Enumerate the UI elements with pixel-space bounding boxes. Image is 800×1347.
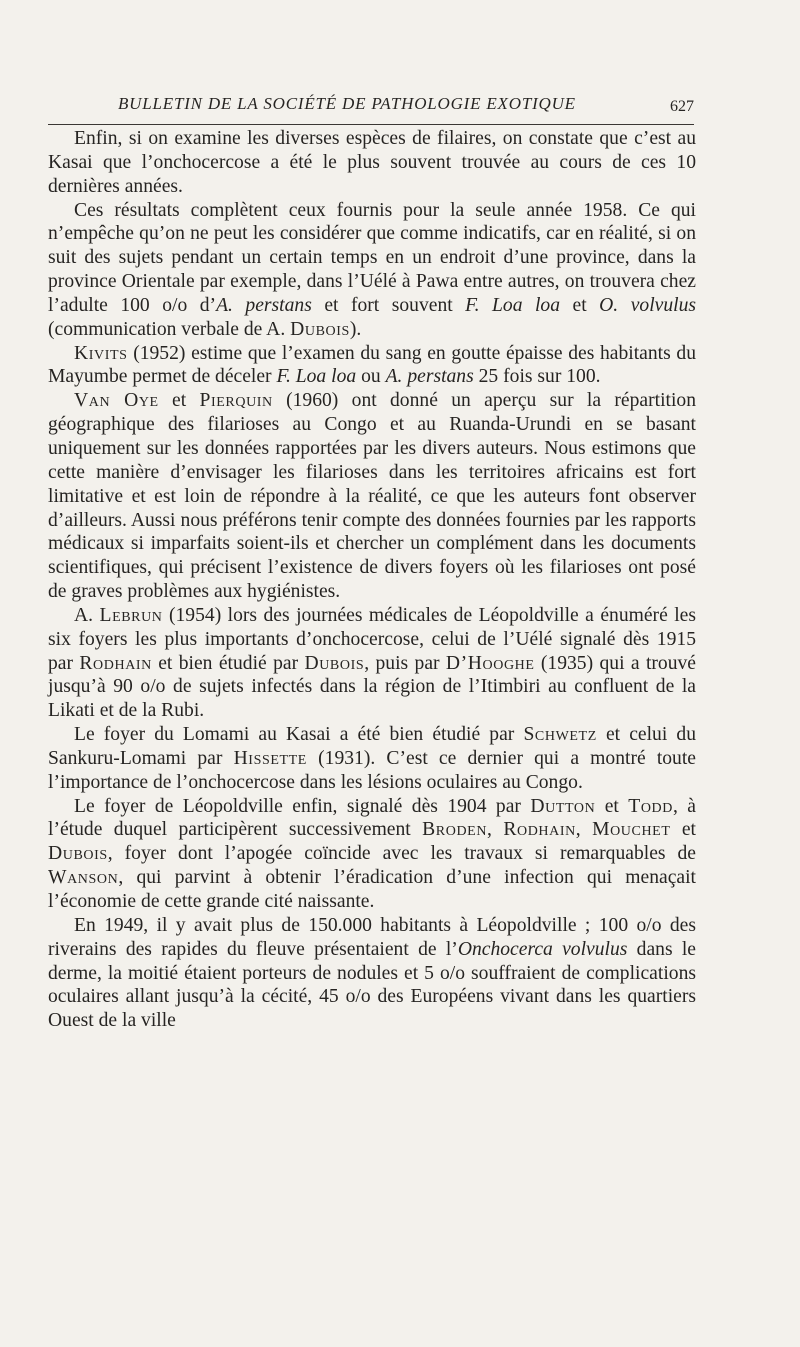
text-run: Le foyer de Léopoldville enfin, signalé dès 1904 par bbox=[74, 795, 531, 817]
paragraph-lebrun bbox=[48, 604, 696, 723]
text-run: et bbox=[158, 390, 200, 412]
italic-term: F. Loa loa bbox=[276, 366, 357, 388]
author-name: Dubois bbox=[304, 652, 365, 674]
text-run: dans le derme, la moitié étaient porteurs de nodules et 5 o/o souffraient de complications oculaires allant jusqu’à la cécité, 45 o/o des Européens vivant dans les quartiers Ouest de la ville bbox=[48, 938, 696, 1032]
text-run: , bbox=[487, 819, 504, 841]
text-run: ). bbox=[349, 318, 362, 340]
text-run: Enfin, si on examine les diverses espèces de filaires, on constate que c’est au Kasai que l’onchocercose a été le plus souvent trouvée au cours de ces 10 dernières années. bbox=[48, 128, 696, 197]
author-name: Hissette bbox=[233, 747, 307, 769]
author-name: Van Oye bbox=[74, 390, 159, 412]
author-name: D’Hooghe bbox=[445, 652, 535, 674]
text-run: et bbox=[560, 294, 600, 316]
text-run: (1952) estime que l’examen du sang en goutte épaisse des habitants du Mayumbe permet de déceler bbox=[48, 342, 696, 388]
body-text bbox=[48, 127, 696, 1033]
italic-term: Onchocerca volvulus bbox=[457, 938, 628, 960]
text-run: (1954) lors des journées médicales de Léopoldville a énuméré les six foyers les plus importants d’onchocercose, celui de l’Uélé signalé dès 1915 par bbox=[48, 604, 696, 674]
author-name: Rodhain bbox=[79, 652, 152, 674]
paragraph-lomami bbox=[48, 723, 696, 795]
text-run: et bien étudié par bbox=[151, 652, 305, 674]
text-run: (1931). C’est ce dernier qui a montré toute l’importance de l’onchocercose dans les lésions oculaires au Congo. bbox=[48, 747, 696, 793]
running-title: BULLETIN DE LA SOCIÉTÉ DE PATHOLOGIE EXOTIQUE bbox=[118, 94, 576, 113]
author-name: Todd bbox=[628, 795, 673, 817]
author-name: Rodhain bbox=[503, 819, 576, 841]
author-name: Dubois bbox=[290, 318, 350, 340]
paragraph-kivits bbox=[48, 342, 696, 390]
author-name: Dubois bbox=[48, 843, 108, 865]
author-name: Kivits bbox=[74, 342, 128, 364]
text-run: En 1949, il y avait plus de 150.000 habitants à Léopoldville ; 100 o/o des riverains des rapides du fleuve présentaient de l’ bbox=[48, 914, 696, 960]
text-run: et bbox=[595, 795, 629, 817]
paragraph-resultats-1958 bbox=[48, 199, 696, 342]
text-run: , bbox=[575, 819, 593, 841]
italic-term: O. volvulus bbox=[599, 294, 696, 316]
text-run: , foyer dont l’apogée coïncide avec les travaux si remarquables de bbox=[107, 843, 696, 865]
author-name: Dutton bbox=[530, 795, 596, 817]
paragraph-van-oye-pierquin bbox=[48, 389, 696, 604]
paragraph-1949 bbox=[48, 914, 696, 1033]
text-run: , qui parvint à obtenir l’éradication d’une infection qui menaçait l’économie de cette grande cité naissante. bbox=[48, 867, 696, 912]
text-run: Ces résultats complètent ceux fournis pour la seule année 1958. Ce qui n’empêche qu’on ne peut les considérer que comme indicatifs, car en réalité, si on suit des sujets pendant un certain temps en un endroit d’une province, dans la province Orientale par exemple, dans l’Uélé à Pawa entre autres, on trouvera chez l’adulte 100 o/o d’ bbox=[48, 199, 696, 316]
text-run: , à l’étude duquel participèrent successivement bbox=[48, 795, 696, 841]
text-run: et bbox=[670, 819, 697, 841]
author-name: Mouchet bbox=[592, 819, 671, 841]
text-run: et fort souvent bbox=[311, 294, 466, 316]
text-run: , puis par bbox=[364, 652, 446, 674]
author-name: Wanson bbox=[48, 867, 119, 889]
text-run: (1935) qui a trouvé jusqu’à 90 o/o de sujets infectés dans la région de l’Itimbiri au confluent de la Likati et de la Rubi. bbox=[48, 652, 697, 722]
text-run: (1960) ont donné un aperçu sur la répartition géographique des filarioses au Congo et au Ruanda-Urundi en se basant uniquement sur les données rapportées par les divers auteurs. Nous estimons que cette manière d’envisager les filarioses dans les territoires africains est fort limitative et est loin de répondre à la réalité, ce que les auteurs font observer d’ailleurs. Aussi nous préférons tenir compte des données fournies par les rapports médicaux si imparfaits soient-ils et chercher un complément dans les documents scientifiques, qui précisent l’existence de divers foyers où les filarioses ont posé de graves problèmes aux hygiénistes. bbox=[48, 390, 697, 603]
text-run: Le foyer du Lomami au Kasai a été bien étudié par bbox=[74, 724, 524, 746]
paragraph-leopoldville bbox=[48, 795, 696, 914]
text-run: A. bbox=[74, 604, 100, 626]
italic-term: F. Loa loa bbox=[465, 294, 561, 316]
text-run: 25 fois sur 100. bbox=[473, 366, 601, 388]
text-run: (communication verbale de A. bbox=[48, 318, 291, 340]
italic-term: A. perstans bbox=[385, 366, 474, 388]
text-run: et celui du Sankuru-Lomami par bbox=[48, 724, 696, 769]
author-name: Broden bbox=[422, 819, 488, 841]
author-name: Pierquin bbox=[199, 390, 273, 412]
running-header bbox=[48, 92, 694, 125]
paragraph-filaires-kasai bbox=[48, 127, 696, 199]
text-run: ou bbox=[356, 366, 386, 388]
page-number: 627 bbox=[670, 98, 694, 115]
italic-term: A. perstans bbox=[216, 294, 312, 316]
author-name: Schwetz bbox=[523, 724, 597, 746]
author-name: Lebrun bbox=[99, 604, 163, 626]
